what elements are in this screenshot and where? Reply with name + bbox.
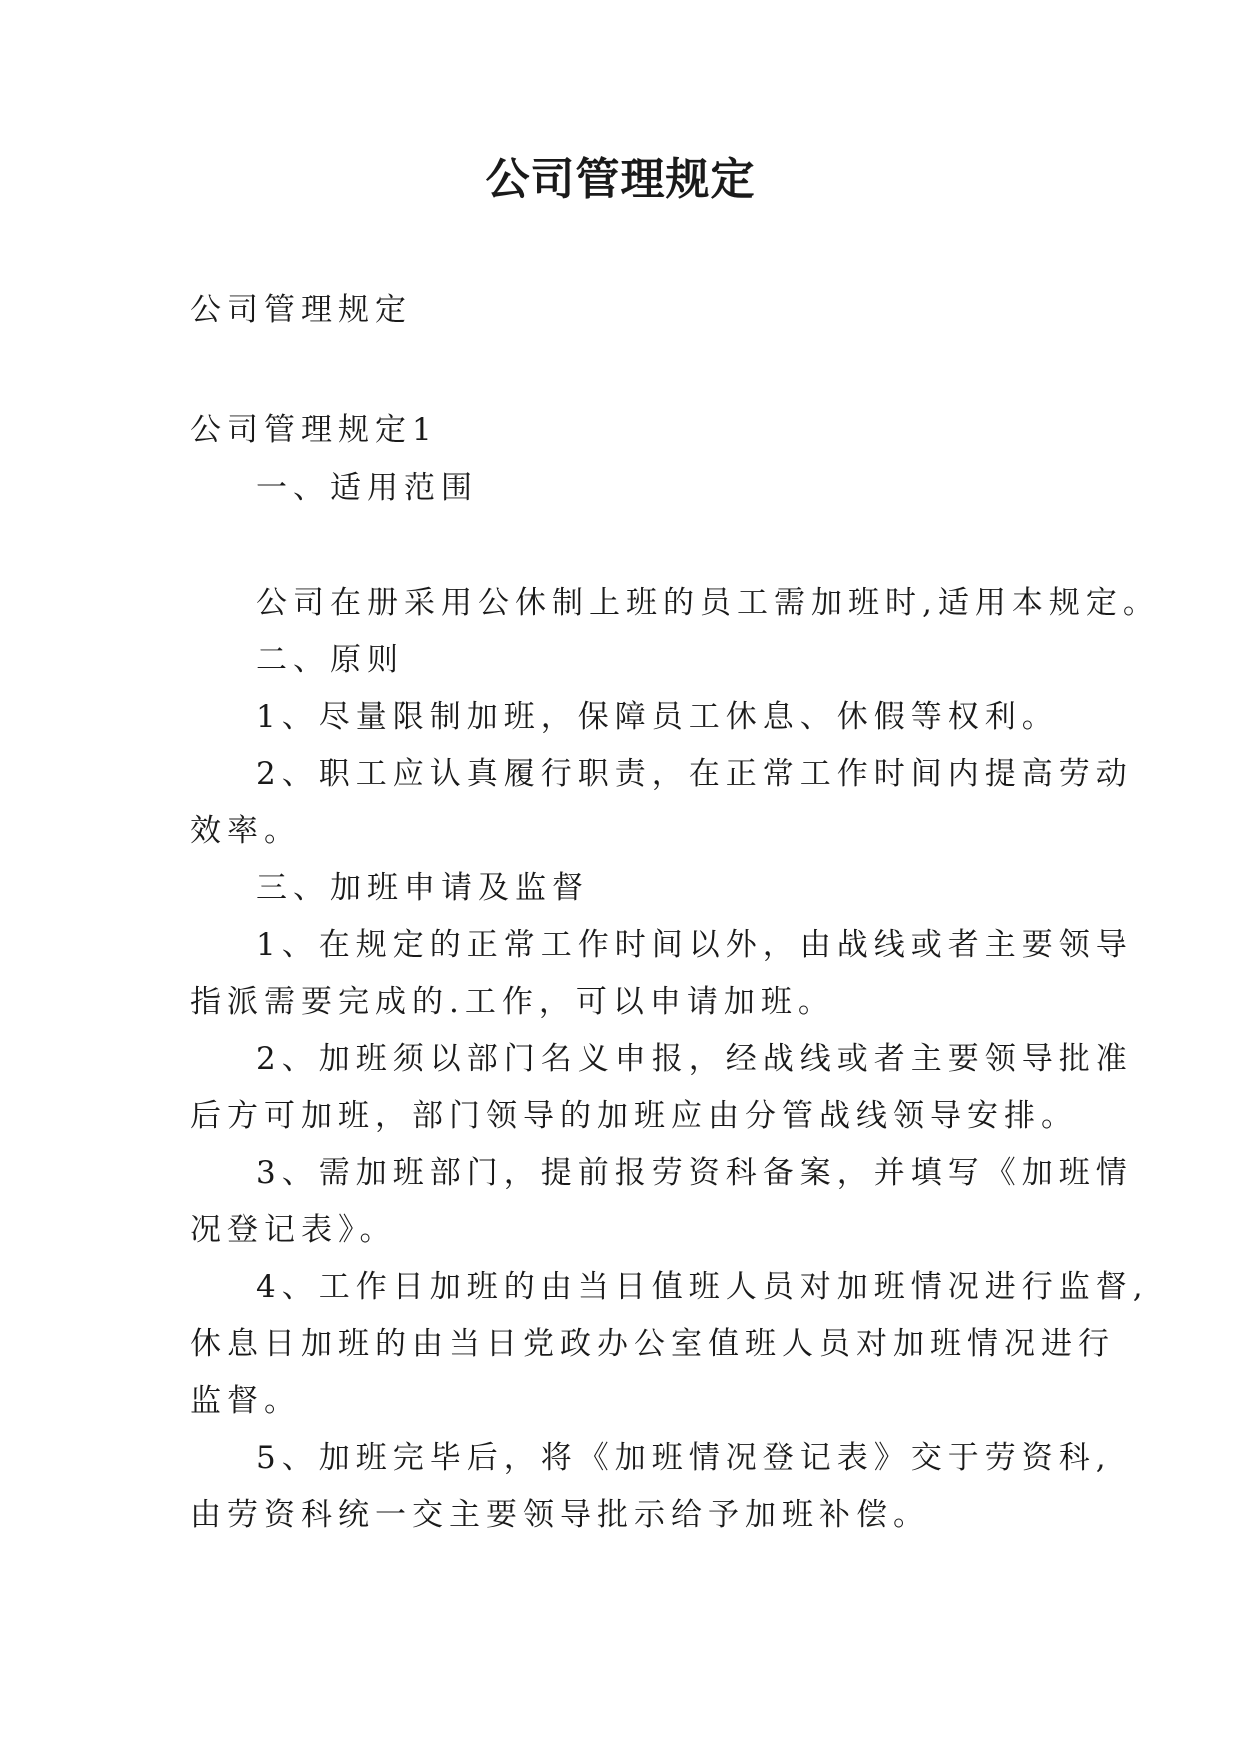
subtitle-line: 公司管理规定 xyxy=(190,292,412,328)
paragraph-line: 效率。 xyxy=(190,813,301,849)
section-heading: 三、加班申请及监督 xyxy=(256,870,589,906)
paragraph-line: 4、工作日加班的由当日值班人员对加班情况进行监督, xyxy=(256,1269,1149,1305)
paragraph-line: 指派需要完成的.工作，可以申请加班。 xyxy=(190,984,835,1020)
paragraph-line: 1、尽量限制加班，保障员工休息、休假等权利。 xyxy=(256,699,1059,735)
paragraph-line: 2、加班须以部门名义申报，经战线或者主要领导批准 xyxy=(256,1041,1133,1077)
section-heading: 一、适用范围 xyxy=(256,470,478,506)
section-heading: 二、原则 xyxy=(256,642,404,678)
paragraph-line: 监督。 xyxy=(190,1383,301,1419)
paragraph-line: 5、加班完毕后，将《加班情况登记表》交于劳资科, xyxy=(256,1440,1112,1476)
paragraph-line: 1、在规定的正常工作时间以外，由战线或者主要领导 xyxy=(256,927,1133,963)
section-heading: 公司管理规定1 xyxy=(190,412,438,448)
paragraph-line: 3、需加班部门，提前报劳资科备案，并填写《加班情 xyxy=(256,1155,1133,1191)
paragraph-line: 休息日加班的由当日党政办公室值班人员对加班情况进行 xyxy=(190,1326,1115,1362)
paragraph-line: 由劳资科统一交主要领导批示给予加班补偿。 xyxy=(190,1497,930,1533)
document-title: 公司管理规定 xyxy=(485,154,756,205)
paragraph-line: 后方可加班，部门领导的加班应由分管战线领导安排。 xyxy=(190,1098,1078,1134)
paragraph-line: 2、职工应认真履行职责，在正常工作时间内提高劳动 xyxy=(256,756,1133,792)
paragraph-line: 公司在册采用公休制上班的员工需加班时,适用本规定。 xyxy=(256,585,1160,621)
paragraph-line: 况登记表》。 xyxy=(190,1212,397,1248)
